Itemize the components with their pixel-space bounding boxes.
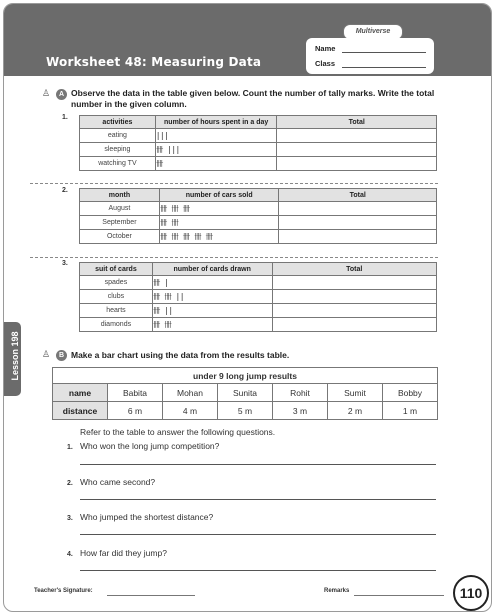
tally-marks: 卌 卌 [159,216,279,230]
table-row [80,276,437,290]
table-row [80,318,437,332]
tally-table-activities [79,115,437,171]
total-cell[interactable] [277,157,437,171]
table-row [80,202,437,216]
section-b-instruction: Make a bar chart using the data from the results table. [71,350,290,360]
name-cell: Sumit [328,384,383,402]
tally-marks: 卌 卌 || [152,290,272,304]
table-row [53,384,438,402]
class-label: Class [315,59,336,68]
remarks-line[interactable] [354,595,444,596]
total-cell[interactable] [279,216,437,230]
thinking-person-icon: ♙ [42,349,51,359]
name-cell: Rohit [273,384,328,402]
name-cell: Mohan [163,384,218,402]
tally-marks: 卌 卌 卌 卌 卌 [159,230,279,244]
row-label: hearts [80,304,153,318]
tally-table-cards [79,262,437,332]
section-b-badge: B [56,350,67,361]
distance-cell: 3 m [273,402,328,420]
section-a-instruction: Observe the data in the table given below. Count the number of tally marks. Write the total number in the given column. [71,88,435,109]
section-divider [30,183,438,184]
distance-cell: 4 m [163,402,218,420]
table-row [53,402,438,420]
row-label: sleeping [80,143,156,157]
refer-text: Refer to the table to answer the following questions. [80,427,276,437]
brand-logo: Multiverse [343,24,403,40]
table-row [80,304,437,318]
column-header: activities [80,116,156,129]
page-number: 110 [453,575,489,611]
table-row [80,129,437,143]
table-row [80,230,437,244]
question-2: 2. Who came second? [67,477,156,487]
total-cell[interactable] [279,230,437,244]
total-cell[interactable] [272,276,437,290]
answer-line-1[interactable] [80,464,436,465]
column-header: number of cards drawn [152,263,272,276]
tally-marks: ||| [155,129,277,143]
remarks-label: Remarks [324,588,350,594]
tally-marks: 卌 卌 [152,318,272,332]
column-header: number of hours spent in a day [155,116,277,129]
total-cell[interactable] [279,202,437,216]
distance-header: distance [53,402,108,420]
answer-line-4[interactable] [80,570,436,571]
row-label: spades [80,276,153,290]
answer-line-3[interactable] [80,534,436,535]
question-1: 1. Who won the long jump competition? [67,441,220,451]
total-cell[interactable] [272,290,437,304]
column-header: number of cars sold [159,189,279,202]
row-label: clubs [80,290,153,304]
distance-cell: 6 m [108,402,163,420]
row-label: watching TV [80,157,156,171]
column-header: Total [279,189,437,202]
tally-marks: 卌 | [152,276,272,290]
table-row [80,157,437,171]
results-table [52,367,438,420]
question-3: 3. Who jumped the shortest distance? [67,512,214,522]
total-cell[interactable] [277,143,437,157]
results-caption: under 9 long jump results [53,368,438,384]
distance-cell: 5 m [218,402,273,420]
name-cell: Sunita [218,384,273,402]
row-label: diamonds [80,318,153,332]
row-label: August [80,202,160,216]
row-label: October [80,230,160,244]
name-line[interactable] [342,52,426,53]
table-row [80,290,437,304]
section-divider [30,257,438,258]
name-cell: Babita [108,384,163,402]
name-cell: Bobby [383,384,438,402]
lesson-tab-label: Lesson 198 [10,331,20,381]
column-header: Total [272,263,437,276]
tally-marks: 卌 ||| [155,143,277,157]
column-header: suit of cards [80,263,153,276]
distance-cell: 1 m [383,402,438,420]
name-label: Name [315,44,336,53]
thinking-person-icon: ♙ [42,88,51,98]
answer-line-2[interactable] [80,499,436,500]
name-class-box [306,38,434,74]
total-cell[interactable] [272,318,437,332]
section-a-badge: A [56,89,67,100]
page-title: Worksheet 48: Measuring Data [46,55,262,69]
worksheet-page [3,3,492,612]
column-header: Total [277,116,437,129]
total-cell[interactable] [272,304,437,318]
row-label: eating [80,129,156,143]
tally-marks: 卌 || [152,304,272,318]
table-1-number: 1. [62,114,68,121]
distance-cell: 2 m [328,402,383,420]
column-header: month [80,189,160,202]
tally-marks: 卌 [155,157,277,171]
teacher-signature-line[interactable] [107,595,195,596]
table-row [80,143,437,157]
total-cell[interactable] [277,129,437,143]
table-2-number: 2. [62,187,68,194]
tally-marks: 卌 卌 卌 [159,202,279,216]
name-header: name [53,384,108,402]
worksheet-header [4,4,491,76]
question-4: 4. How far did they jump? [67,548,167,558]
row-label: September [80,216,160,230]
table-row [80,216,437,230]
teacher-signature-label: Teacher's Signature: [34,588,93,594]
tally-table-cars [79,188,437,244]
class-line[interactable] [342,67,426,68]
table-3-number: 3. [62,260,68,267]
